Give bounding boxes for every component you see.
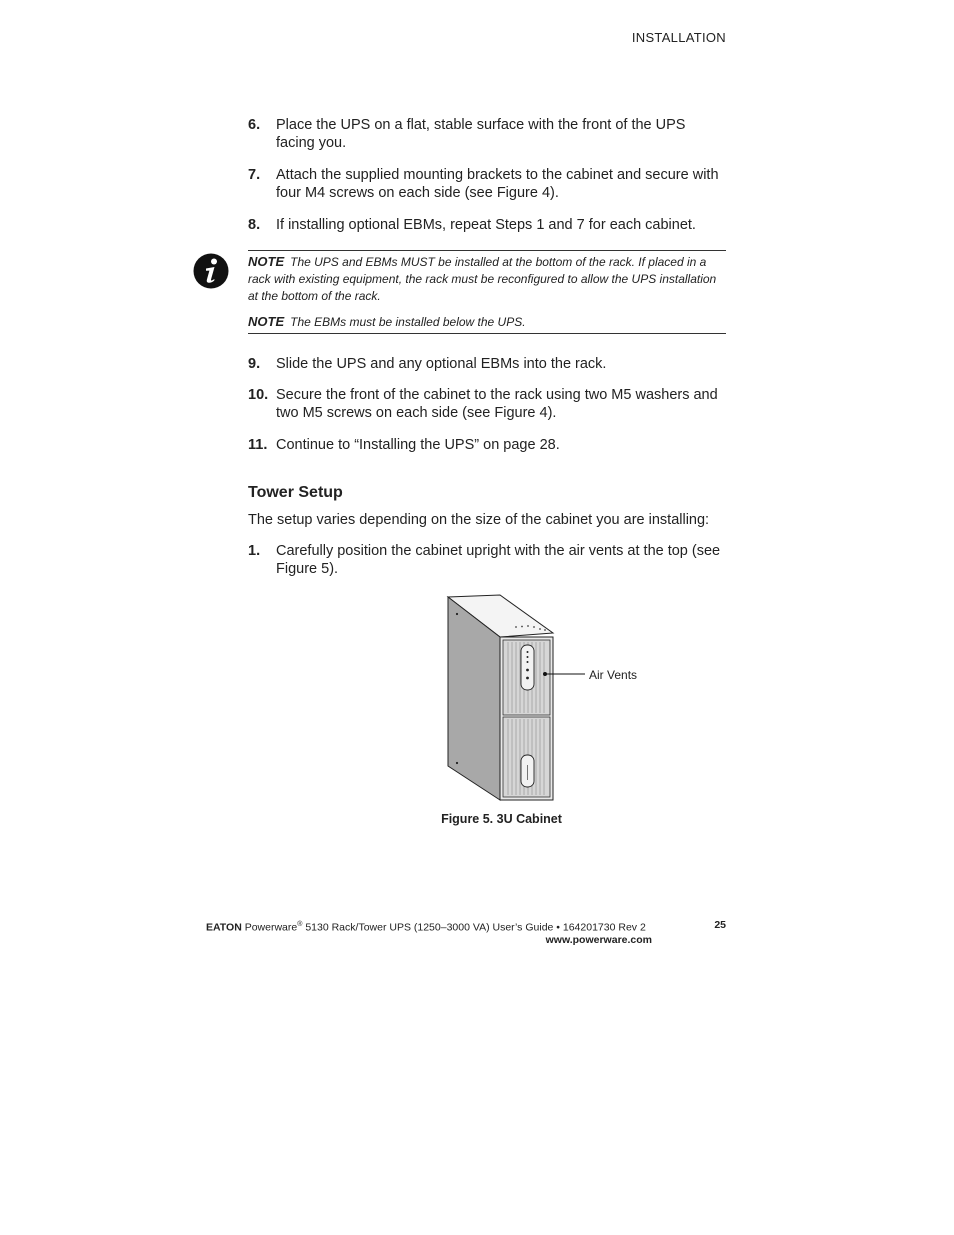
running-header: INSTALLATION bbox=[631, 30, 726, 45]
step-6 bbox=[248, 116, 728, 152]
step-9 bbox=[248, 355, 728, 373]
step-7 bbox=[248, 166, 728, 202]
figure-caption: Figure 5. 3U Cabinet bbox=[441, 812, 562, 826]
step-number: 6. bbox=[248, 117, 261, 133]
note-label: NOTE bbox=[248, 314, 285, 329]
note-text: The UPS and EBMs MUST be installed at the bottom of the rack. If placed in a rack with existing equipment, the rack must be reconfigured to allow the UPS installation at the bottom of the rack. bbox=[248, 255, 717, 303]
footer-product: Powerware bbox=[244, 921, 298, 934]
step-number: 9. bbox=[248, 356, 261, 372]
step-text: Secure the front of the cabinet to the rack using two M5 washers and two M5 screws on each side (see Figure 4). bbox=[276, 387, 718, 421]
footer-brand: EATON bbox=[206, 921, 242, 934]
step-number: 1. bbox=[248, 543, 261, 559]
ups-cabinet-illustration bbox=[440, 590, 640, 805]
step-11 bbox=[248, 436, 728, 454]
footer-url: www.powerware.com bbox=[545, 933, 652, 946]
step-text: Slide the UPS and any optional EBMs into the rack. bbox=[276, 356, 607, 372]
registered-mark: ® bbox=[297, 921, 303, 928]
info-icon bbox=[193, 253, 229, 289]
step-text: Place the UPS on a flat, stable surface with the front of the UPS facing you. bbox=[276, 117, 686, 151]
step-number: 7. bbox=[248, 167, 261, 183]
step-1 bbox=[248, 542, 728, 578]
note-2 bbox=[248, 313, 726, 331]
note-text: The EBMs must be installed below the UPS. bbox=[290, 315, 526, 329]
page-number: 25 bbox=[714, 919, 726, 931]
air-vents-callout: Air Vents bbox=[589, 668, 638, 682]
note-label: NOTE bbox=[248, 254, 285, 269]
step-text: If installing optional EBMs, repeat Steps 1 and 7 for each cabinet. bbox=[276, 217, 696, 233]
note-1 bbox=[248, 253, 726, 305]
step-number: 10. bbox=[248, 387, 269, 403]
step-text: Continue to “Installing the UPS” on page 28. bbox=[276, 437, 560, 453]
step-10 bbox=[248, 386, 728, 422]
step-text: Attach the supplied mounting brackets to the cabinet and secure with four M4 screws on each side (see Figure 4). bbox=[276, 167, 719, 201]
step-text: Carefully position the cabinet upright with the air vents at the top (see Figure 5). bbox=[276, 543, 721, 577]
note-box bbox=[248, 250, 726, 334]
page-footer bbox=[206, 919, 726, 946]
step-number: 8. bbox=[248, 217, 261, 233]
section-title: Tower Setup bbox=[248, 484, 343, 501]
section-intro: The setup varies depending on the size of the cabinet you are installing: bbox=[248, 512, 710, 528]
step-number: 11. bbox=[248, 437, 268, 453]
footer-title: 5130 Rack/Tower UPS (1250–3000 VA) User’s Guide • 164201730 Rev 2 bbox=[302, 921, 646, 934]
step-8 bbox=[248, 216, 728, 234]
